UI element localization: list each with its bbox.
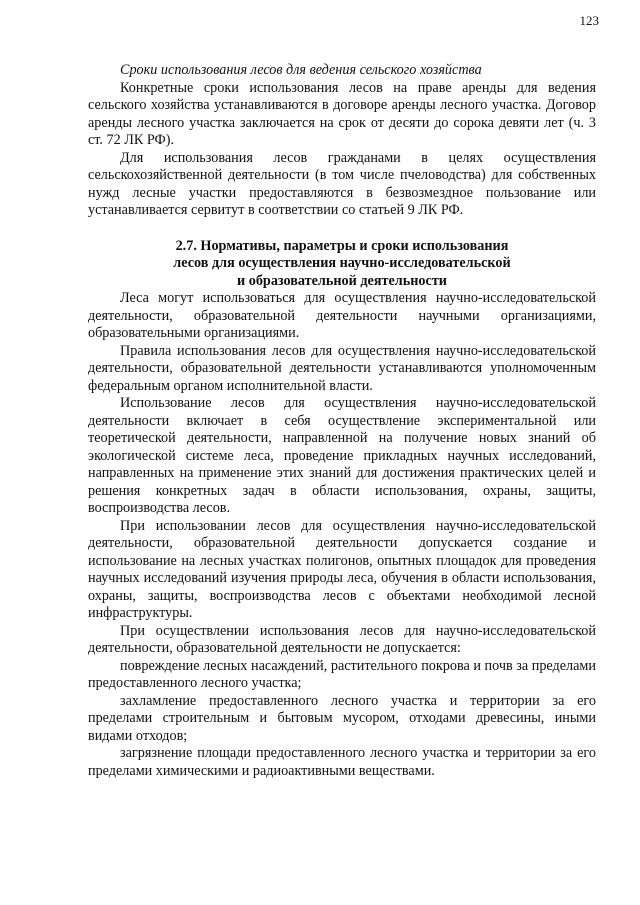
section-title bbox=[88, 238, 596, 291]
list-item: загрязнение площади предоставленного лесного участка и территории за его пределами химическими и радиоактивными веществами. bbox=[88, 745, 596, 779]
paragraph: Конкретные сроки использования лесов на праве аренды для ведения сельского хозяйства устанавливаются в договоре аренды лесного участка. Договор аренды лесного участка заключается на срок от десяти до сорока девяти лет (ч. 3 ст. 72 ЛК РФ). bbox=[88, 79, 596, 148]
paragraph: Правила использования лесов для осуществления научно-исследовательской деятельности, образовательной деятельности устанавливаются уполномоченным федеральным органом исполнительной власти. bbox=[88, 342, 596, 394]
section-title-line: и образовательной деятельности bbox=[237, 272, 447, 289]
document-body bbox=[88, 62, 596, 780]
section-title-line: лесов для осуществления научно-исследовательской bbox=[173, 255, 511, 271]
paragraph: При осуществлении использования лесов для научно-исследовательской деятельности, образовательной деятельности не допускается: bbox=[88, 622, 596, 656]
subheading: Сроки использования лесов для ведения сельского хозяйства bbox=[120, 62, 482, 78]
paragraph: Использование лесов для осуществления научно-исследовательской деятельности включает в себя осуществление экспериментальной или теоретической деятельности, направленной на получение новых знаний об экологической системе леса, проведение прикладных научных исследований, направленных на применение этих знаний для достижения практических целей и решения конкретных задач в области использования, охраны, защиты, воспроизводства лесов. bbox=[88, 395, 596, 516]
paragraph: Для использования лесов гражданами в целях осуществления сельскохозяйственной деятельности (в том числе пчеловодства) для собственных нужд лесные участки предоставляются в безвозмездное пользование или устанавливается сервитут в соответствии со статьей 9 ЛК РФ. bbox=[88, 149, 596, 218]
list-item: захламление предоставленного лесного участка и территории за его пределами строительным и бытовым мусором, отходами древесины, иными видами отходов; bbox=[88, 692, 596, 744]
paragraph: При использовании лесов для осуществления научно-исследовательской деятельности, образовательной деятельности допускается создание и использование на лесных участках полигонов, опытных площадок для проведения научных исследований изучения природы леса, обучения в области использования, охраны, защиты, воспроизводства лесов с объектами необходимой лесной инфраструктуры. bbox=[88, 517, 596, 621]
list-item: повреждение лесных насаждений, растительного покрова и почв за пределами предоставленного лесного участка; bbox=[88, 657, 596, 691]
paragraph: Леса могут использоваться для осуществления научно-исследовательской деятельности, образовательной деятельности научными организациями, образовательными организациями. bbox=[88, 290, 596, 341]
section-title-line: 2.7. Нормативы, параметры и сроки использования bbox=[175, 237, 509, 254]
page-number: 123 bbox=[579, 13, 599, 28]
